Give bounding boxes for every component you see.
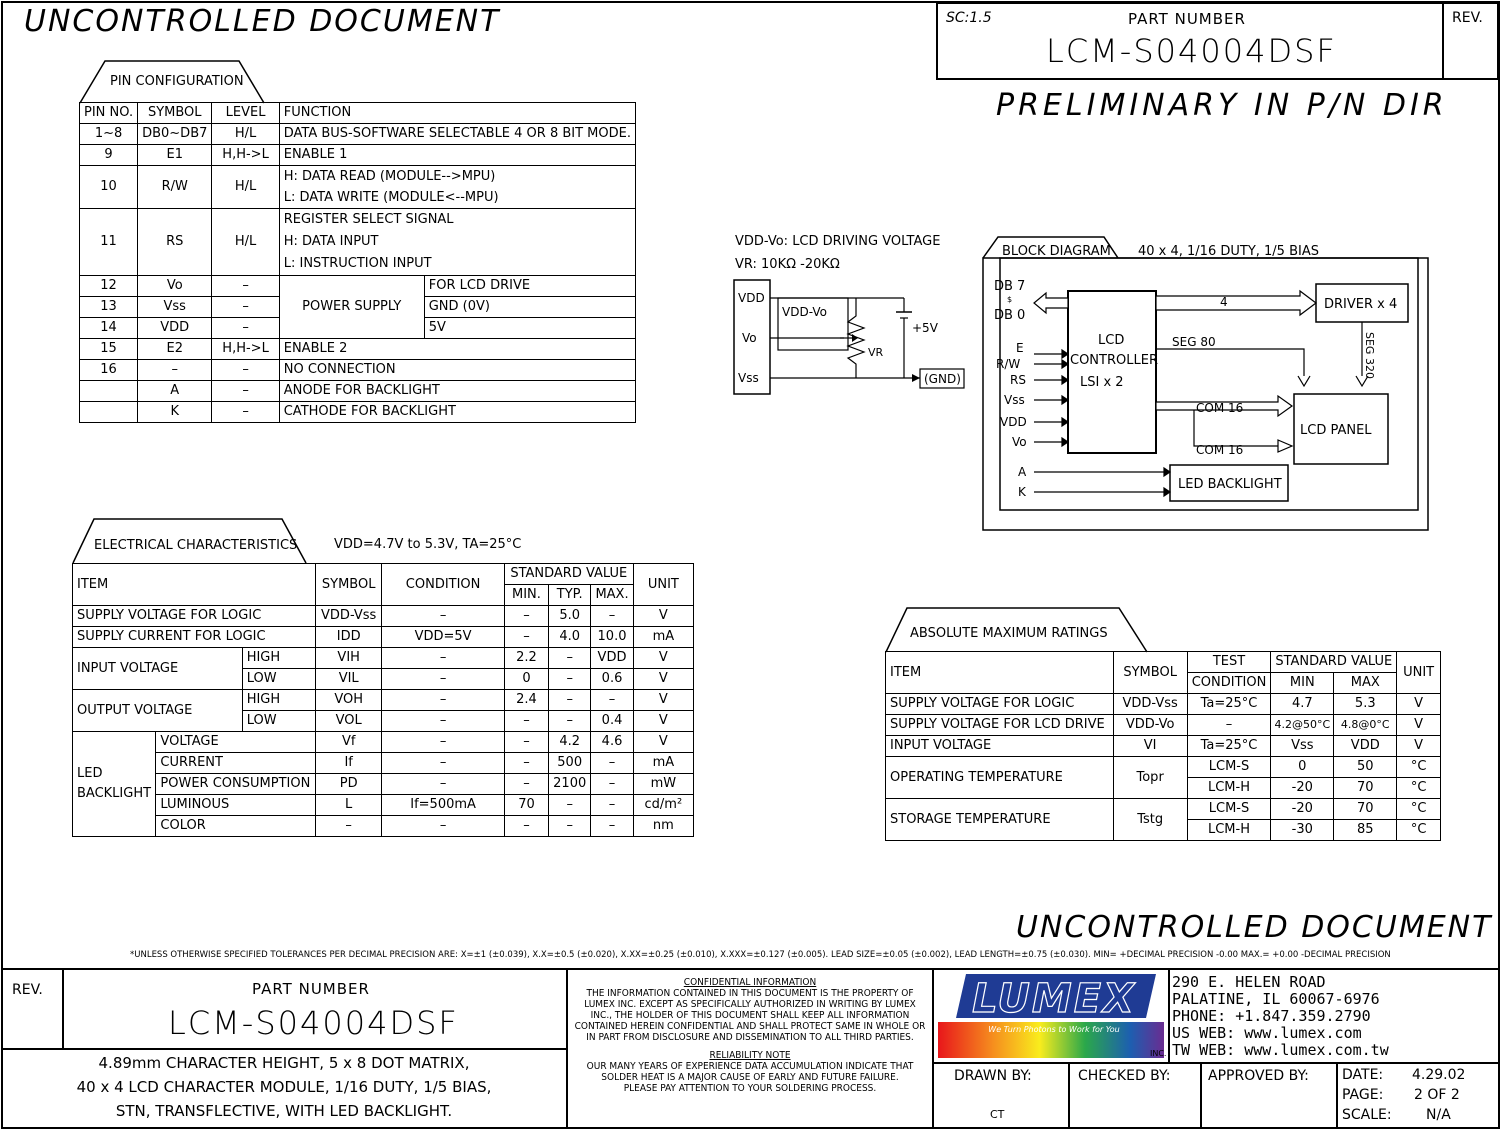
table-cell: 2.4 xyxy=(504,690,548,711)
circuit-plus5v: +5V xyxy=(912,321,938,335)
table-cell: – xyxy=(504,753,548,774)
table-cell: – xyxy=(212,381,279,402)
vdd-note-2: VR: 10KΩ -20KΩ xyxy=(735,257,840,272)
table-cell: – xyxy=(549,690,591,711)
block-title: BLOCK DIAGRAM xyxy=(1002,244,1111,259)
table-cell: – xyxy=(549,648,591,669)
table-cell: ENABLE 2 xyxy=(279,339,635,360)
table-cell: 12 xyxy=(80,276,138,297)
table-cell: TEST xyxy=(1187,652,1271,673)
page-value: 2 OF 2 xyxy=(1414,1087,1460,1103)
table-cell: LEVEL xyxy=(212,103,279,124)
block-db-sep: $ xyxy=(1007,295,1013,304)
table-cell: MAX. xyxy=(591,585,633,606)
table-cell: VDD-Vo xyxy=(1113,715,1187,736)
table-cell: LCM-H xyxy=(1187,778,1271,799)
table-cell: – xyxy=(212,360,279,381)
controller-line1: LCD xyxy=(1098,333,1125,348)
table-cell: – xyxy=(382,711,505,732)
seg320-label: SEG 320 xyxy=(1363,332,1376,379)
table-cell: °C xyxy=(1397,820,1441,841)
table-cell: 11 xyxy=(80,209,138,276)
block-pin-a: A xyxy=(1018,465,1027,479)
table-cell: – xyxy=(504,816,548,837)
table-cell: SYMBOL xyxy=(316,564,382,606)
table-cell: VOL xyxy=(316,711,382,732)
table-cell: E1 xyxy=(138,145,212,166)
top-pn: LCM-S04004DSF xyxy=(1046,32,1337,70)
tolerance-note: *UNLESS OTHERWISE SPECIFIED TOLERANCES PER DECIMAL PRECISION ARE: X=±1 (±0.039), X.X=±0.5 (±0.020), X.XX=±0.25 (±0.010), X.XXX=±0.127 (±0.005). LEAD SIZE=±0.05 (±0.002), LEAD LENGTH=±0.75 (±0.030). MIN= +DECIMAL PRECISION -0.00 MAX.= +0.00 -DECIMAL PRECISION xyxy=(130,950,1391,960)
table-row xyxy=(73,690,694,711)
table-cell: H,H->L xyxy=(212,145,279,166)
table-cell: Vss xyxy=(1271,736,1334,757)
pin-config-title: PIN CONFIGURATION xyxy=(110,74,244,89)
table-cell: V xyxy=(633,711,693,732)
table-cell: ENABLE 1 xyxy=(279,145,635,166)
table-cell: – xyxy=(382,732,505,753)
table-cell: 4.2 xyxy=(549,732,591,753)
table-cell: SUPPLY VOLTAGE FOR LCD DRIVE xyxy=(886,715,1114,736)
circuit-pin-vo: Vo xyxy=(742,331,757,345)
abs-title: ABSOLUTE MAXIMUM RATINGS xyxy=(910,626,1108,641)
table-cell: – xyxy=(504,711,548,732)
block-spec: 40 x 4, 1/16 DUTY, 1/5 BIAS xyxy=(1138,244,1319,259)
table-cell: NO CONNECTION xyxy=(279,360,635,381)
table-cell: – xyxy=(549,711,591,732)
controller-line3: LSI x 2 xyxy=(1080,375,1124,390)
table-cell: V xyxy=(1397,694,1441,715)
table-cell: If=500mA xyxy=(382,795,505,816)
confidential-block: CONFIDENTIAL INFORMATION THE INFORMATION CONTAINED IN THIS DOCUMENT IS THE PROPERTY OF LUMEX INC. EXCEPT AS SPECIFICALLY AUTHORIZED IN WRITING BY LUMEX INC., THE HOLDER OF THIS DOCUMENT SHALL KEEP ALL INFORMATION CONTAINED HEREIN CONFIDENTIAL AND SHALL PROTECT SAME IN WHOLE OR IN PART FROM DISCLOSURE AND DISSEMINATION TO ALL THIRD PARTIES. RELIABILITY NOTE OUR MANY YEARS OF EXPERIENCE DATA ACCUMULATION INDICATE THAT SOLDER HEAT IS A MAJOR CAUSE OF EARLY AND FUTURE FAILURE. PLEASE PAY ATTENTION TO YOUR SOLDERING PROCESS. xyxy=(568,977,932,1094)
date-label: DATE: xyxy=(1342,1067,1384,1083)
table-cell: 50 xyxy=(1334,757,1397,778)
table-cell: H/L xyxy=(212,166,279,209)
table-cell: LOW xyxy=(242,711,315,732)
table-cell: – xyxy=(504,606,548,627)
table-cell: 500 xyxy=(549,753,591,774)
table-cell: CONDITION xyxy=(1187,673,1271,694)
table-row xyxy=(886,799,1441,820)
table-row xyxy=(886,757,1441,778)
table-cell: 10 xyxy=(80,166,138,209)
preliminary-note: PRELIMINARY IN P/N DIR xyxy=(996,88,1448,123)
block-pin-k: K xyxy=(1018,485,1026,499)
table-cell: – xyxy=(504,774,548,795)
table-row xyxy=(886,652,1441,673)
table-cell: SYMBOL xyxy=(1113,652,1187,694)
table-cell: VI xyxy=(1113,736,1187,757)
table-cell: 5V xyxy=(424,318,635,339)
table-cell: – xyxy=(212,318,279,339)
table-cell: R/W xyxy=(138,166,212,209)
table-row xyxy=(73,732,694,753)
circuit-pin-vdd: VDD xyxy=(738,291,765,305)
tb-desc-1: 4.89mm CHARACTER HEIGHT, 5 x 8 DOT MATRIX, xyxy=(98,1054,470,1072)
abs-table xyxy=(885,651,1441,841)
top-rev-divider xyxy=(1442,2,1444,80)
table-row xyxy=(73,648,694,669)
elec-title: ELECTRICAL CHARACTERISTICS xyxy=(94,538,298,553)
table-cell: – xyxy=(591,774,633,795)
table-cell: 14 xyxy=(80,318,138,339)
table-row xyxy=(73,816,694,837)
table-cell: 16 xyxy=(80,360,138,381)
table-cell: 4.0 xyxy=(549,627,591,648)
table-cell: V xyxy=(1397,736,1441,757)
table-cell: 5.0 xyxy=(549,606,591,627)
table-cell: – xyxy=(504,627,548,648)
table-cell: 4.7 xyxy=(1271,694,1334,715)
table-cell: HIGH xyxy=(242,648,315,669)
table-cell: 4.8@0°C xyxy=(1334,715,1397,736)
table-row xyxy=(80,381,636,402)
table-cell: LOW xyxy=(242,669,315,690)
table-cell: 0 xyxy=(1271,757,1334,778)
table-row xyxy=(80,124,636,145)
table-cell: -30 xyxy=(1271,820,1334,841)
table-cell: 0.4 xyxy=(591,711,633,732)
table-cell: – xyxy=(382,606,505,627)
page-label: PAGE: xyxy=(1342,1087,1384,1103)
vdd-note-1: VDD-Vo: LCD DRIVING VOLTAGE xyxy=(735,234,941,249)
table-cell: V xyxy=(1397,715,1441,736)
driver-label: DRIVER x 4 xyxy=(1324,297,1398,312)
table-cell: 15 xyxy=(80,339,138,360)
backlight-label: LED BACKLIGHT xyxy=(1178,477,1282,492)
table-cell: A xyxy=(138,381,212,402)
table-cell: H,H->L xyxy=(212,339,279,360)
table-cell: Vss xyxy=(138,297,212,318)
table-row xyxy=(80,166,636,209)
watermark-top: UNCONTROLLED DOCUMENT xyxy=(24,4,501,39)
table-cell: INPUT VOLTAGE xyxy=(886,736,1114,757)
table-cell: OPERATING TEMPERATURE xyxy=(886,757,1114,799)
block-db0: DB 0 xyxy=(994,308,1026,323)
table-cell: VIL xyxy=(316,669,382,690)
watermark-bottom: UNCONTROLLED DOCUMENT xyxy=(1016,910,1493,945)
table-cell: -20 xyxy=(1271,799,1334,820)
table-cell: – xyxy=(549,795,591,816)
table-cell: DB0~DB7 xyxy=(138,124,212,145)
table-cell: 2100 xyxy=(549,774,591,795)
reliability-title: RELIABILITY NOTE xyxy=(709,1050,791,1061)
table-cell: nm xyxy=(633,816,693,837)
table-cell: 70 xyxy=(1334,778,1397,799)
table-cell: H: DATA READ (MODULE-->MPU) L: DATA WRITE (MODULE<--MPU) xyxy=(279,166,635,209)
table-cell: LCM-S xyxy=(1187,757,1271,778)
table-cell: cd/m² xyxy=(633,795,693,816)
table-cell: 0 xyxy=(504,669,548,690)
tb-rev: REV. xyxy=(12,982,43,998)
table-cell: – xyxy=(549,669,591,690)
table-row xyxy=(80,276,636,297)
table-cell: SUPPLY CURRENT FOR LOGIC xyxy=(73,627,316,648)
table-row xyxy=(73,606,694,627)
table-cell: INPUT VOLTAGE xyxy=(73,648,243,690)
circuit-vr-label: VR xyxy=(868,346,884,359)
table-cell: RS xyxy=(138,209,212,276)
table-cell: – xyxy=(549,816,591,837)
table-cell: – xyxy=(316,816,382,837)
table-cell: OUTPUT VOLTAGE xyxy=(73,690,243,732)
table-cell: mA xyxy=(633,627,693,648)
top-pn-label: PART NUMBER xyxy=(1128,10,1246,28)
table-cell: -20 xyxy=(1271,778,1334,799)
table-cell: – xyxy=(591,690,633,711)
com16-label-1: COM 16 xyxy=(1196,401,1244,415)
table-cell: MAX xyxy=(1334,673,1397,694)
table-cell xyxy=(80,402,138,423)
table-cell: VDD-Vss xyxy=(316,606,382,627)
tb-desc-3: STN, TRANSFLECTIVE, WITH LED BACKLIGHT. xyxy=(115,1102,453,1120)
tb-pn: LCM-S04004DSF xyxy=(168,1004,459,1042)
table-cell: CURRENT xyxy=(156,753,316,774)
table-cell: – xyxy=(212,276,279,297)
table-cell: V xyxy=(633,669,693,690)
table-cell: V xyxy=(633,732,693,753)
table-row xyxy=(80,339,636,360)
drawn-by-value: CT xyxy=(990,1108,1005,1121)
circuit-gnd: (GND) xyxy=(924,372,961,386)
table-cell: ITEM xyxy=(886,652,1114,694)
block-pin-vdd: VDD xyxy=(1000,415,1027,429)
table-row xyxy=(73,774,694,795)
table-cell: K xyxy=(138,402,212,423)
table-cell: – xyxy=(382,816,505,837)
table-cell: V xyxy=(633,606,693,627)
table-row xyxy=(80,103,636,124)
table-cell: – xyxy=(382,648,505,669)
table-row xyxy=(80,360,636,381)
table-cell: VDD xyxy=(1334,736,1397,757)
table-row xyxy=(886,736,1441,757)
circuit-pin-vss: Vss xyxy=(738,371,759,385)
tb-desc-2: 40 x 4 LCD CHARACTER MODULE, 1/16 DUTY, 1/5 BIAS, xyxy=(76,1078,492,1096)
table-cell: ITEM xyxy=(73,564,316,606)
table-cell: – xyxy=(591,606,633,627)
table-cell: REGISTER SELECT SIGNAL H: DATA INPUT L: INSTRUCTION INPUT xyxy=(279,209,635,276)
block-diagram xyxy=(982,236,1430,532)
table-cell: SUPPLY VOLTAGE FOR LOGIC xyxy=(73,606,316,627)
table-cell: 70 xyxy=(504,795,548,816)
logo-text: LUMEX xyxy=(972,976,1136,1022)
table-row xyxy=(73,753,694,774)
table-cell: CATHODE FOR BACKLIGHT xyxy=(279,402,635,423)
table-cell: 1~8 xyxy=(80,124,138,145)
logo-inc: INC. xyxy=(1150,1049,1166,1058)
table-cell: SYMBOL xyxy=(138,103,212,124)
table-cell: LCM-H xyxy=(1187,820,1271,841)
table-cell: POWER SUPPLY xyxy=(279,276,424,339)
table-cell: – xyxy=(382,669,505,690)
table-cell: 85 xyxy=(1334,820,1397,841)
table-cell xyxy=(80,381,138,402)
block-pin-vo: Vo xyxy=(1012,435,1027,449)
approved-by-label: APPROVED BY: xyxy=(1208,1068,1309,1084)
table-cell: Ta=25°C xyxy=(1187,694,1271,715)
circuit-inner-label: VDD-Vo xyxy=(782,305,827,319)
table-cell: VOH xyxy=(316,690,382,711)
table-row xyxy=(886,715,1441,736)
table-row xyxy=(80,145,636,166)
pin-config-table xyxy=(79,102,636,423)
table-cell: 0.6 xyxy=(591,669,633,690)
table-cell: – xyxy=(382,774,505,795)
block-pin-rs: RS xyxy=(1010,373,1026,387)
date-value: 4.29.02 xyxy=(1412,1067,1466,1083)
table-cell: Topr xyxy=(1113,757,1187,799)
table-row xyxy=(80,402,636,423)
table-cell: – xyxy=(382,690,505,711)
table-cell: 9 xyxy=(80,145,138,166)
table-cell: PIN NO. xyxy=(80,103,138,124)
table-cell: VDD-Vss xyxy=(1113,694,1187,715)
table-cell: DATA BUS-SOFTWARE SELECTABLE 4 OR 8 BIT MODE. xyxy=(279,124,635,145)
table-cell: – xyxy=(212,297,279,318)
table-cell: – xyxy=(504,732,548,753)
table-cell: L xyxy=(316,795,382,816)
table-cell: LUMINOUS xyxy=(156,795,316,816)
table-cell: GND (0V) xyxy=(424,297,635,318)
table-cell: UNIT xyxy=(633,564,693,606)
elec-condition: VDD=4.7V to 5.3V, TA=25°C xyxy=(334,537,522,552)
table-row xyxy=(73,564,694,585)
table-cell: 4.2@50°C xyxy=(1271,715,1334,736)
table-cell: STORAGE TEMPERATURE xyxy=(886,799,1114,841)
table-cell: POWER CONSUMPTION xyxy=(156,774,316,795)
table-cell: VIH xyxy=(316,648,382,669)
table-cell: LCM-S xyxy=(1187,799,1271,820)
seg80-label: SEG 80 xyxy=(1172,335,1216,349)
table-cell: mA xyxy=(633,753,693,774)
table-cell: Tstg xyxy=(1113,799,1187,841)
block-pin-e: E xyxy=(1016,341,1024,355)
lumex-logo xyxy=(936,972,1166,1060)
table-cell: 70 xyxy=(1334,799,1397,820)
table-cell: 2.2 xyxy=(504,648,548,669)
panel-label: LCD PANEL xyxy=(1300,423,1372,438)
logo-tagline: We Turn Photons to Work for You xyxy=(988,1025,1120,1034)
table-cell: FOR LCD DRIVE xyxy=(424,276,635,297)
block-pin-vss: Vss xyxy=(1004,393,1025,407)
table-cell: HIGH xyxy=(242,690,315,711)
bus-width: 4 xyxy=(1220,295,1228,309)
table-cell: LED BACKLIGHT xyxy=(73,732,156,837)
table-cell: ANODE FOR BACKLIGHT xyxy=(279,381,635,402)
table-cell: – xyxy=(591,816,633,837)
table-row xyxy=(886,694,1441,715)
table-cell: SUPPLY VOLTAGE FOR LOGIC xyxy=(886,694,1114,715)
scale-value: N/A xyxy=(1426,1107,1451,1123)
table-cell: 4.6 xyxy=(591,732,633,753)
confidential-title: CONFIDENTIAL INFORMATION xyxy=(683,977,817,988)
vr-circuit-diagram xyxy=(732,276,972,398)
table-cell: mW xyxy=(633,774,693,795)
elec-table xyxy=(72,563,694,837)
table-cell: E2 xyxy=(138,339,212,360)
table-cell: – xyxy=(591,753,633,774)
table-cell: STANDARD VALUE xyxy=(504,564,633,585)
top-scale: SC:1.5 xyxy=(946,10,992,26)
block-pin-rw: R/W xyxy=(996,357,1021,371)
table-cell: STANDARD VALUE xyxy=(1271,652,1397,673)
table-cell: Vf xyxy=(316,732,382,753)
table-cell: V xyxy=(633,690,693,711)
drawn-by-label: DRAWN BY: xyxy=(954,1068,1032,1084)
table-cell: If xyxy=(316,753,382,774)
table-cell: VOLTAGE xyxy=(156,732,316,753)
table-cell: H/L xyxy=(212,124,279,145)
table-cell: VDD=5V xyxy=(382,627,505,648)
controller-line2: CONTROLLER xyxy=(1070,353,1158,368)
address-block: 290 E. HELEN ROAD PALATINE, IL 60067-6976 PHONE: +1.847.359.2790 US WEB: www.lumex.com TW WEB: www.lumex.com.tw xyxy=(1172,973,1389,1059)
table-cell: TYP. xyxy=(549,585,591,606)
block-db7: DB 7 xyxy=(994,279,1026,294)
table-cell: PD xyxy=(316,774,382,795)
table-row xyxy=(73,627,694,648)
table-cell: – xyxy=(138,360,212,381)
table-cell: °C xyxy=(1397,757,1441,778)
table-cell: MIN. xyxy=(504,585,548,606)
table-cell: °C xyxy=(1397,778,1441,799)
scale-label: SCALE: xyxy=(1342,1107,1392,1123)
table-cell: 13 xyxy=(80,297,138,318)
table-cell: FUNCTION xyxy=(279,103,635,124)
top-rev-label: REV. xyxy=(1452,10,1483,26)
table-row xyxy=(73,795,694,816)
table-cell: MIN xyxy=(1271,673,1334,694)
table-cell: H/L xyxy=(212,209,279,276)
table-cell: °C xyxy=(1397,799,1441,820)
table-cell: V xyxy=(633,648,693,669)
table-cell: VDD xyxy=(138,318,212,339)
table-cell: UNIT xyxy=(1397,652,1441,694)
table-cell: CONDITION xyxy=(382,564,505,606)
table-cell: Ta=25°C xyxy=(1187,736,1271,757)
table-cell: – xyxy=(212,402,279,423)
table-row xyxy=(80,209,636,276)
com16-label-2: COM 16 xyxy=(1196,443,1244,457)
table-cell: COLOR xyxy=(156,816,316,837)
table-cell: – xyxy=(591,795,633,816)
tb-pn-label: PART NUMBER xyxy=(252,980,370,998)
table-cell: – xyxy=(1187,715,1271,736)
table-cell: 10.0 xyxy=(591,627,633,648)
table-cell: IDD xyxy=(316,627,382,648)
table-cell: VDD xyxy=(591,648,633,669)
table-cell: 5.3 xyxy=(1334,694,1397,715)
table-cell: Vo xyxy=(138,276,212,297)
checked-by-label: CHECKED BY: xyxy=(1078,1068,1171,1084)
table-cell: – xyxy=(382,753,505,774)
